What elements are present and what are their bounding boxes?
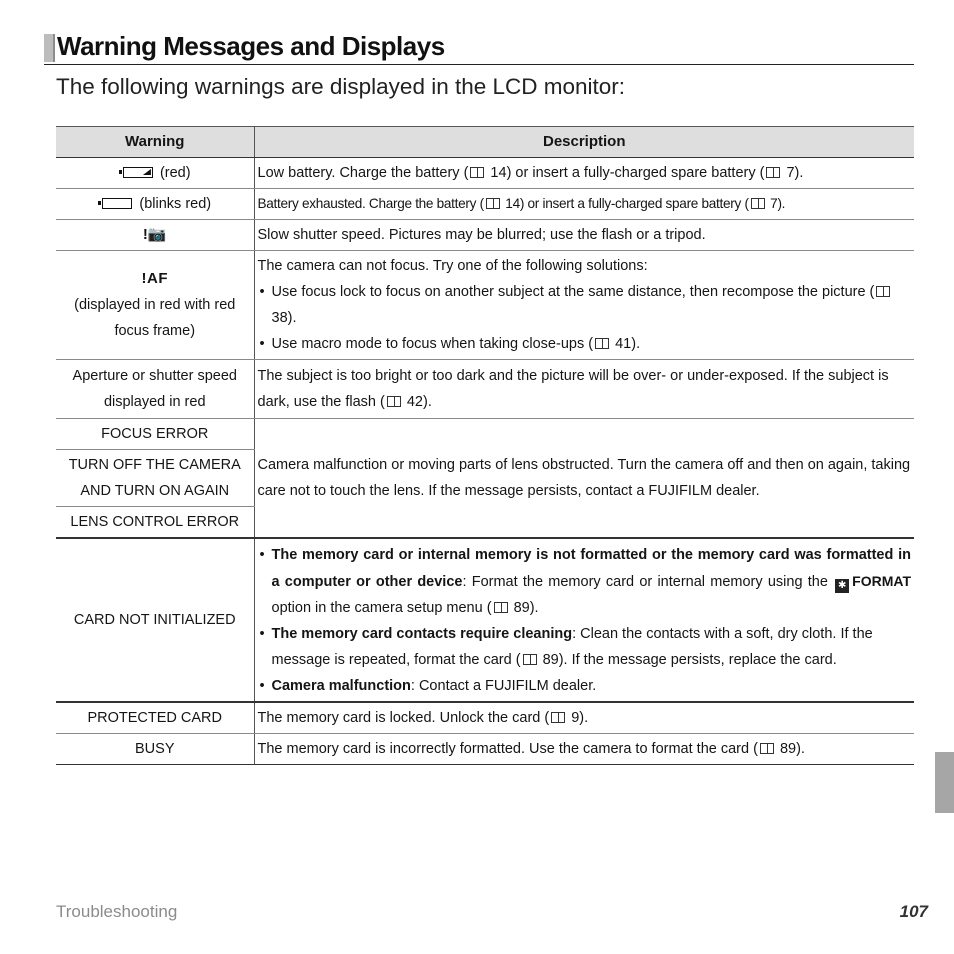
- camera-shake-icon: !📷: [142, 226, 167, 243]
- table-header: [56, 127, 914, 158]
- description-text: The memory card is incorrectly formatted. Use the camera to format the card (: [257, 741, 758, 757]
- list-item: • Use macro mode to focus when taking close-ups ( 41).: [258, 331, 912, 357]
- warning-cell: [56, 702, 254, 734]
- warning-table: [56, 126, 914, 765]
- table-row: [56, 734, 914, 765]
- description-text: Camera malfunction or moving parts of lens obstructed. Turn the camera off and then on again, taking care not to touch the lens. If the message persists, contact a FUJIFILM dealer.: [257, 457, 911, 499]
- book-icon: [523, 654, 537, 665]
- page-title: Warning Messages and Displays: [57, 31, 445, 61]
- warning-label: Aperture or shutter speed displayed in red: [72, 368, 237, 410]
- description-cell: [254, 702, 914, 734]
- description-text: Battery exhausted. Charge the battery (: [257, 196, 484, 211]
- warning-label: PROTECTED CARD: [87, 710, 223, 726]
- description-cell: [254, 158, 914, 189]
- description-cell: [254, 251, 914, 360]
- book-icon: [760, 743, 774, 754]
- warning-cell: [56, 734, 254, 765]
- page-subtitle: The following warnings are displayed in the LCD monitor:: [56, 74, 626, 99]
- table-row: [56, 538, 914, 702]
- warning-cell: [56, 220, 254, 251]
- description-cell: [254, 189, 914, 220]
- warning-label: BUSY: [135, 741, 175, 757]
- description-intro: The camera can not focus. Try one of the following solutions:: [257, 258, 648, 274]
- battery-low-icon: [123, 167, 153, 178]
- page-number: 107: [899, 902, 928, 921]
- warning-label: (blinks red): [139, 196, 212, 212]
- setup-menu-icon: ✱: [835, 579, 849, 593]
- description-text: Low battery. Charge the battery (: [257, 165, 469, 181]
- warning-label: LENS CONTROL ERROR: [70, 514, 240, 530]
- book-icon: [486, 198, 500, 209]
- description-text: 9).: [567, 710, 589, 726]
- header-warning: Warning: [56, 127, 254, 158]
- title-marker: [44, 34, 55, 62]
- list-item: • The memory card contacts require cleaning: Clean the contacts with a soft, dry cloth. If the message is repeated, format the card ( 89). If the message persists, replace the card.: [258, 621, 912, 673]
- description-text: 7).: [782, 165, 804, 181]
- format-menu-label: FORMAT: [852, 572, 911, 589]
- title-bar: [44, 32, 914, 65]
- table-row: [56, 360, 914, 419]
- book-icon: [551, 712, 565, 723]
- warning-note: (displayed in red with red focus frame): [74, 297, 236, 339]
- warning-cell: [56, 251, 254, 360]
- section-side-tab: [935, 752, 954, 813]
- warning-label: CARD NOT INITIALIZED: [73, 612, 236, 628]
- table-row: [56, 158, 914, 189]
- description-cell: [254, 538, 914, 702]
- description-cell: [254, 419, 914, 539]
- battery-empty-icon: [102, 198, 132, 209]
- description-text: The memory card is locked. Unlock the card (: [257, 710, 550, 726]
- warning-label: TURN OFF THE CAMERA AND TURN ON AGAIN: [68, 457, 241, 499]
- table-row: [56, 251, 914, 360]
- footer-section: Troubleshooting: [56, 902, 178, 921]
- warning-cell: [56, 507, 254, 539]
- warning-cell: [56, 450, 254, 507]
- list-item: • The memory card or internal memory is not formatted or the memory card was formatted in a computer or other device: Format the memory card or internal memory using the ✱ FORMAT option in the camera setup menu ( 89).: [258, 542, 912, 621]
- description-cell: [254, 734, 914, 765]
- book-icon: [751, 198, 765, 209]
- warning-label: FOCUS ERROR: [101, 426, 209, 442]
- description-text: 14) or insert a fully-charged spare battery (: [486, 165, 765, 181]
- book-icon: [387, 396, 401, 407]
- warning-label: (red): [159, 165, 191, 181]
- book-icon: [470, 167, 484, 178]
- book-icon: [494, 602, 508, 613]
- list-item: • Use focus lock to focus on another subject at the same distance, then recompose the picture ( 38).: [258, 279, 912, 331]
- book-icon: [595, 338, 609, 349]
- description-cell: [254, 360, 914, 419]
- description-text: 89).: [775, 741, 805, 757]
- description-text: The subject is too bright or too dark and the picture will be over- or under-exposed. If the subject is dark, use the flash (: [257, 368, 889, 410]
- header-description: Description: [254, 127, 914, 158]
- book-icon: [766, 167, 780, 178]
- table-row: [56, 220, 914, 251]
- warning-cell: [56, 158, 254, 189]
- table-row: [56, 189, 914, 220]
- description-text: 42).: [402, 394, 432, 410]
- book-icon: [876, 286, 890, 297]
- af-warning-symbol: !AF: [141, 270, 168, 287]
- description-cell: [254, 220, 914, 251]
- description-text: Slow shutter speed. Pictures may be blurred; use the flash or a tripod.: [257, 227, 706, 243]
- warning-cell: [56, 419, 254, 450]
- table-row: [56, 419, 914, 450]
- warning-cell: [56, 538, 254, 702]
- description-text: 14) or insert a fully-charged spare battery (: [501, 196, 749, 211]
- warning-cell: [56, 189, 254, 220]
- table-row: [56, 702, 914, 734]
- description-text: 7).: [766, 196, 786, 211]
- warning-cell: [56, 360, 254, 419]
- list-item: • Camera malfunction: Contact a FUJIFILM dealer.: [258, 673, 912, 699]
